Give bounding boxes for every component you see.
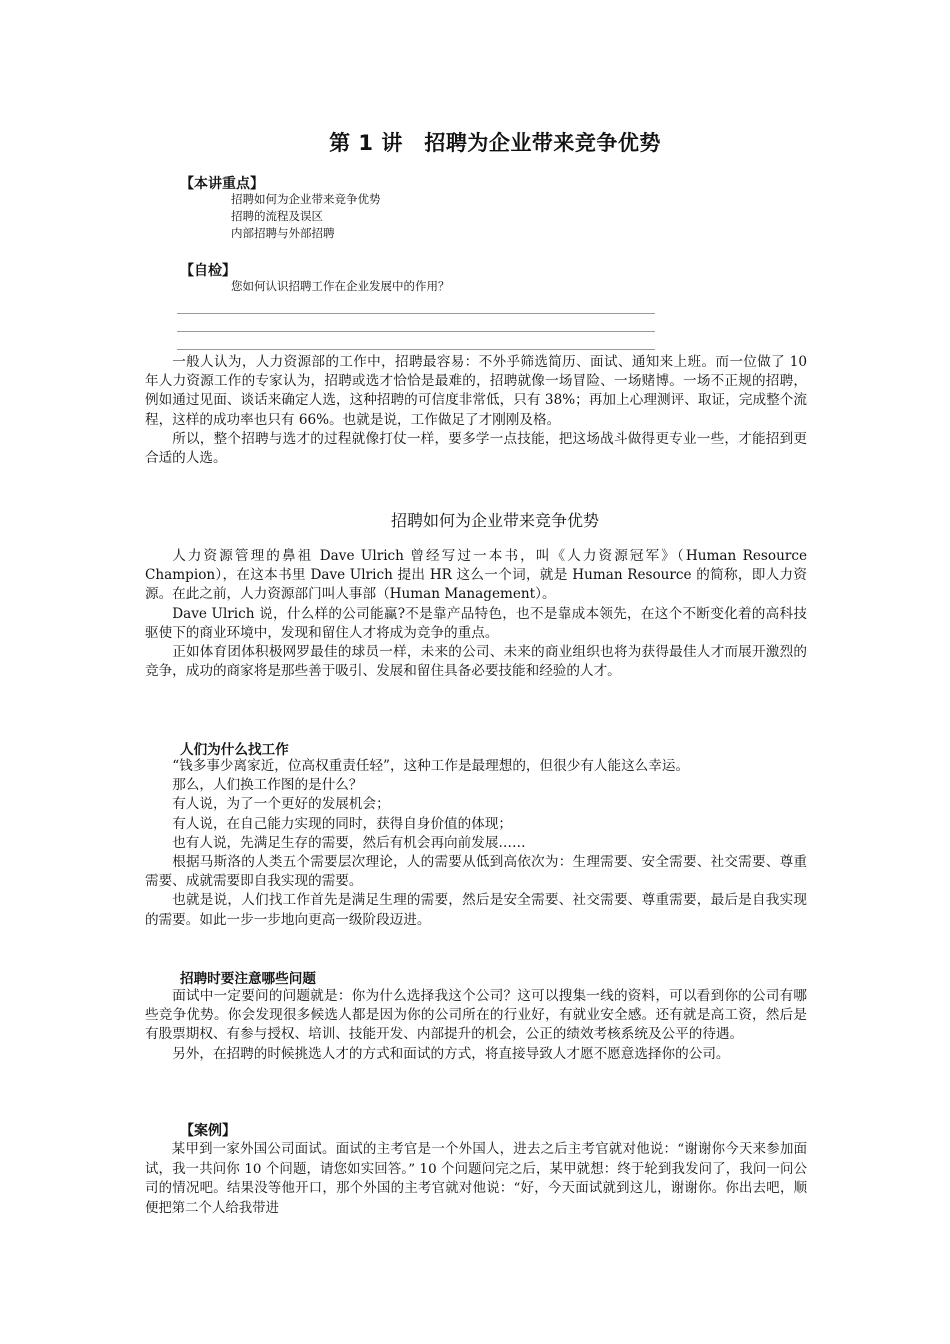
paragraph: 有人说，为了一个更好的发展机会； — [172, 796, 390, 813]
key-points-list — [231, 191, 381, 242]
paragraph: 有人说，在自己能力实现的同时，获得自身价值的体现； — [172, 815, 513, 832]
paragraph: 一般人认为，人力资源部的工作中，招聘最容易：不外乎筛选简历、面试、通知来上班。而一位做了 10 年人力资源工作的专家认为，招聘或选才恰恰是最难的，招聘就像一场冒险、一场赌博。一场不正规的招聘，例如通过见面、谈话来确定人选，这种招聘的可信度非常低，只有 38%；再加上心理测评、取证，完成整个流程，这样的成功率也只有 66%。也就是说，工作做足了才刚刚及格。 — [145, 354, 807, 428]
subheading-why-work: 人们为什么找工作 — [180, 742, 289, 758]
paragraph: 面试中一定要问的问题就是：你为什么选择我这个公司？这可以搜集一线的资料，可以看到你的公司有哪些竞争优势。你会发现很多候选人都是因为你的公司所在的行业好，有就业安全感。还有就是高工资，然后是有股票期权、有参与授权、培训、技能开发、内部提升的机会，公正的绩效考核系统及公平的待遇。 — [145, 988, 807, 1043]
paragraph: 某甲到一家外国公司面试。面试的主考官是一个外国人，进去之后主考官就对他说：“谢谢你今天来参加面试，我一共问你 10 个问题，请您如实回答。” 10 个问题问完之后，某甲就想：终于轮到我发问了，我问一问公司的情况吧。结果没等他开口，那个外国的主考官就对他说：“好，今天面试就到这儿，谢谢你。你出去吧，顺便把第二个人给我带进 — [145, 1142, 807, 1216]
section-text — [145, 547, 807, 681]
subheading-issues: 招聘时要注意哪些问题 — [180, 971, 316, 987]
section-heading: 招聘如何为企业带来竞争优势 — [390, 511, 599, 530]
self-check-question: 您如何认识招聘工作在企业发展中的作用？ — [231, 279, 450, 293]
paragraph: “钱多事少离家近，位高权重责任轻”，这种工作是最理想的，但很少有人能这么幸运。 — [172, 758, 690, 774]
paragraph: 另外，在招聘的时候挑选人才的方式和面试的方式，将直接导致人才愿不愿意选择你的公司。 — [172, 1045, 730, 1062]
paragraph: 也有人说，先满足生存的需要，然后有机会再向前发展…… — [172, 834, 526, 851]
lecture-title: 第 1 讲 招聘为企业带来竞争优势 — [329, 131, 661, 155]
answer-line — [177, 313, 655, 314]
key-point-item: 招聘的流程及误区 — [231, 209, 323, 223]
paragraph: 根据马斯洛的人类五个需要层次理论，人的需要从低到高依次为：生理需要、安全需要、社交需要、尊重需要、成就需要即自我实现的需要。 — [145, 854, 807, 890]
case-label: 【案例】 — [180, 1123, 236, 1139]
paragraph: 人力资源管理的鼻祖 Dave Ulrich 曾经写过一本书，叫《人力资源冠军》（Human Resource Champion），在这本书里 Dave Ulrich 提出 HR 这么一个词，就是 Human Resource 的简称，即人力资源。在此之前，人力资源部门叫人事部（Human Management）。 — [145, 548, 807, 603]
answer-line — [177, 349, 655, 350]
answer-line — [177, 331, 655, 332]
intro-text — [145, 353, 807, 468]
case-text — [145, 1140, 807, 1218]
why-work-text — [145, 757, 807, 930]
key-point-item: 内部招聘与外部招聘 — [231, 226, 335, 240]
paragraph: Dave Ulrich 说，什么样的公司能赢?不是靠产品特色，也不是靠成本领先，在这个不断变化着的高科技驱使下的商业环境中，发现和留住人才将成为竞争的重点。 — [145, 605, 807, 641]
paragraph: 正如体育团体积极网罗最佳的球员一样，未来的公司、未来的商业组织也将为获得最佳人才而展开激烈的竞争，成功的商家将是那些善于吸引、发展和留住具备必要技能和经验的人才。 — [145, 644, 807, 680]
key-point-item: 招聘如何为企业带来竞争优势 — [231, 192, 381, 206]
paragraph: 那么，人们换工作图的是什么？ — [172, 777, 363, 794]
self-check-label: 【自检】 — [180, 263, 236, 279]
paragraph: 所以，整个招聘与选才的过程就像打仗一样，要多学一点技能，把这场战斗做得更专业一些，才能招到更合适的人选。 — [145, 430, 807, 467]
issues-text — [145, 987, 807, 1064]
paragraph: 也就是说，人们找工作首先是满足生理的需要，然后是安全需要、社交需要、尊重需要，最后是自我实现的需要。如此一步一步地向更高一级阶段迈进。 — [145, 892, 807, 928]
key-points-label: 【本讲重点】 — [180, 176, 264, 192]
